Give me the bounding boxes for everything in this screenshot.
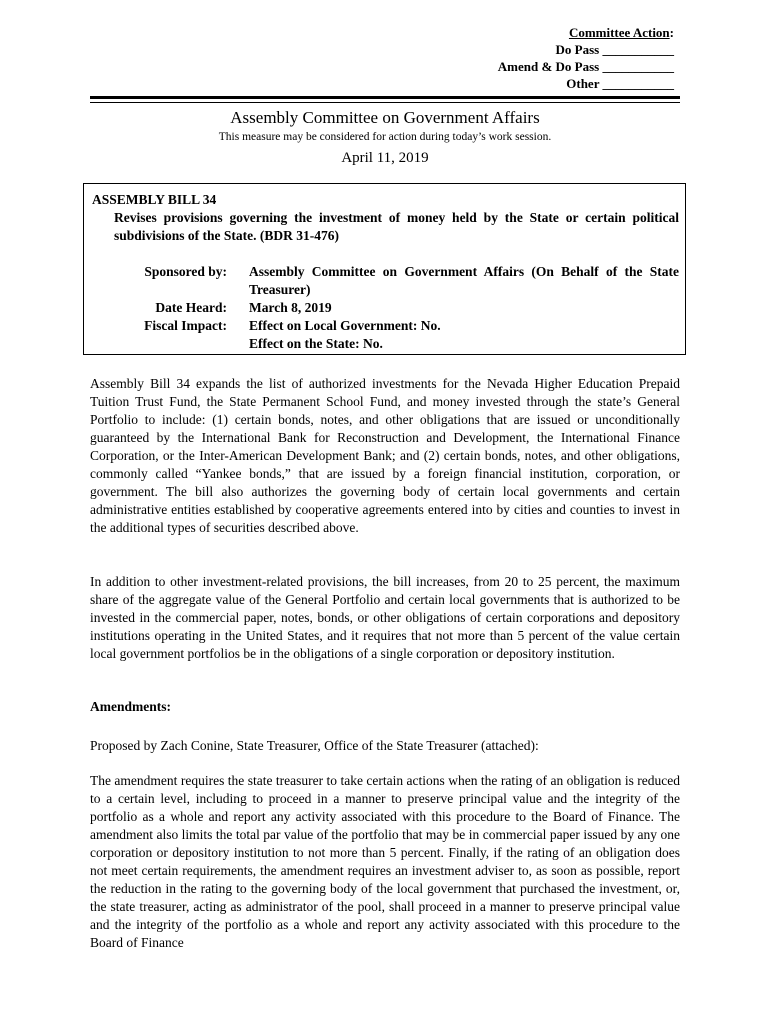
bill-summary: Revises provisions governing the investment of money held by the State or certain political subdivisions of the State. (BDR 31-476): [114, 210, 679, 243]
fiscal-impact-state: Effect on the State: No.: [249, 336, 383, 351]
work-session-note: This measure may be considered for action during today’s work session.: [218, 131, 552, 143]
committee-action-block: [498, 24, 674, 92]
sponsored-by-value: Assembly Committee on Government Affairs (On Behalf of the State Treasurer): [249, 264, 679, 297]
bill-description-paragraph: Assembly Bill 34 expands the list of authorized investments for the Nevada Higher Education Prepaid Tuition Trust Fund, the State Permanent School Fund, and money invested through the state’s General Portfolio to include: (1) certain bonds, notes, and other obligations that are issued or unconditionally guaranteed by the International Bank for Reconstruction and Development, the International Finance Corporation, or the Inter-American Development Bank; and (2) certain bonds, notes, and other obligations, commonly called “Yankee bonds,” that are issued by a foreign financial institution, corporation, or government. The bill also authorizes the governing body of certain local governments and certain administrative entities established by cooperative agreements entered into by cities and counties to invest in the additional types of securities described above.: [90, 376, 680, 535]
fiscal-impact-local: Effect on Local Government: No.: [249, 318, 441, 333]
amendment-description-paragraph: The amendment requires the state treasurer to take certain actions when the rating of an obligation is reduced to a certain level, including to proceed in a manner to preserve principal value and the integrity of the portfolio as a whole and report any activity associated with this procedure to the Board of Finance. The amendment also limits the total par value of the portfolio that may be in commercial paper issued by any one corporation or depository institution to not more than 5 percent. Finally, if the rating of an obligation does not meet certain requirements, the amendment requires an investment adviser to, as soon as possible, report the reduction in the rating to the governing body of the local government that purchased the investment, or, the state treasurer, acting as administrator of the pool, shall proceed in a manner to preserve principal value and the integrity of the portfolio as a whole and report any activity associated with this procedure to the Board of Finance: [90, 773, 680, 950]
meeting-date: April 11, 2019: [341, 150, 429, 166]
other-line: Other ___________: [566, 76, 674, 91]
do-pass-line: Do Pass ___________: [555, 42, 674, 57]
date-heard-label: Date Heard:: [155, 300, 227, 315]
date-heard-value: March 8, 2019: [249, 300, 332, 315]
sponsored-by-label: Sponsored by:: [144, 264, 227, 279]
committee-action-title: Committee Action:: [568, 25, 674, 40]
committee-name: Assembly Committee on Government Affairs: [230, 108, 540, 127]
proposed-by-line: Proposed by Zach Conine, State Treasurer, Office of the State Treasurer (attached):: [90, 738, 539, 753]
amendments-heading: Amendments:: [90, 699, 171, 714]
fiscal-impact-label: Fiscal Impact:: [144, 318, 227, 333]
bill-summary-box: [83, 183, 686, 355]
investment-provisions-paragraph: In addition to other investment-related provisions, the bill increases, from 20 to 25 percent, the maximum share of the aggregate value of the General Portfolio and certain local governments that is authorized to be invested in the commercial paper, notes, bonds, or other obligations of certain corporations and depository institutions operating in the United States, and it requires that not more than 5 percent of the value certain local government portfolios be in the obligations of a single corporation or depository institution.: [90, 574, 680, 661]
amend-do-pass-line: Amend & Do Pass ___________: [497, 59, 674, 74]
header-rule-thick: [90, 96, 680, 99]
bill-number: ASSEMBLY BILL 34: [92, 192, 217, 207]
header-rule-thin: [90, 102, 680, 103]
